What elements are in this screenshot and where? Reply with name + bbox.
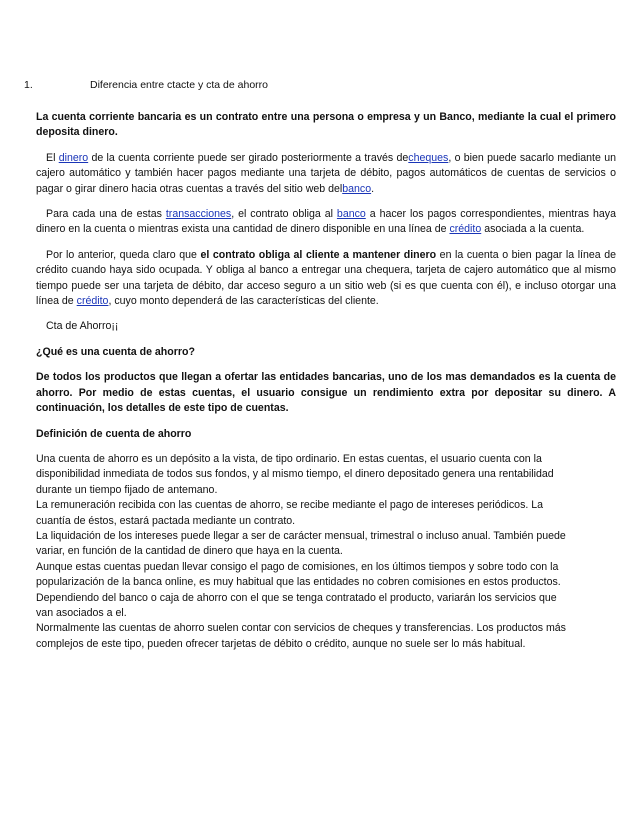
definition-body (36, 452, 616, 652)
bold-run: el contrato obliga al cliente a mantener dinero (200, 248, 437, 261)
link-credito-2[interactable]: crédito (76, 295, 109, 308)
link-banco[interactable]: banco (342, 182, 372, 195)
definition-line: Normalmente las cuentas de ahorro suelen contar con servicios de cheques y transferencias. Los productos más (36, 622, 566, 635)
paragraph-transacciones (36, 207, 616, 238)
definition-line: cuantía de éstos, estará pactada mediante un contrato. (36, 514, 296, 527)
text-run: El (46, 151, 59, 164)
link-transacciones[interactable]: transacciones (165, 208, 232, 221)
definition-line: Aunque estas cuentas puedan llevar consigo el pago de comisiones, en los últimos tiempos y sobre todo con la (36, 560, 559, 573)
question-body: De todos los productos que llegan a ofertar las entidades bancarias, uno de los mas demandados es la cuenta de ahorro. Por medio de estas cuentas, el usuario consigue un rendimiento extra por depositar su dinero. A continuación, los detalles de este tipo de cuentas. (36, 371, 616, 415)
intro-paragraph: La cuenta corriente bancaria es un contrato entre una persona o empresa y un Banco, mediante la cual el primero deposita dinero. (36, 111, 616, 139)
link-banco-2[interactable]: banco (336, 208, 366, 221)
text-run: a hacer los pagos correspondientes, mientras haya dinero en la cuenta o mientras exista una cantidad de dinero disponible en una línea de (36, 208, 616, 236)
link-cheques[interactable]: cheques (408, 151, 449, 164)
text-run: . (371, 182, 375, 195)
text-run: , el contrato obliga al (231, 208, 337, 221)
paragraph-dinero (36, 151, 616, 197)
definition-heading: Definición de cuenta de ahorro (36, 427, 192, 440)
paragraph-obligaciones (36, 248, 616, 310)
text-run: , cuyo monto dependerá de las características del cliente. (108, 295, 379, 308)
definition-line: La remuneración recibida con las cuentas de ahorro, se recibe mediante el pago de intereses periódicos. La (36, 499, 544, 512)
text-run: Para cada una de estas (46, 208, 166, 221)
question-heading: ¿Qué es una cuenta de ahorro? (36, 345, 195, 358)
text-run: de la cuenta corriente puede ser girado posteriormente a través de (88, 151, 409, 164)
definition-line: La liquidación de los intereses puede llegar a ser de carácter mensual, trimestral o incluso anual. También puede (36, 529, 566, 542)
text-run: Por lo anterior, queda claro que (46, 248, 201, 261)
link-dinero[interactable]: dinero (58, 151, 89, 164)
section-title: Diferencia entre ctacte y cta de ahorro (90, 79, 269, 91)
text-run: asociada a la cuenta. (481, 223, 585, 236)
link-credito[interactable]: crédito (449, 223, 482, 236)
text-run: , o bien puede sacarlo mediante un cajero automático y también hacer pagos mediante una tarjeta de débito, pagos automáticos de cuentas de servicios o pagar o girar dinero hacia otras cuentas a través del sitio web del (36, 151, 616, 195)
definition-line: Dependiendo del banco o caja de ahorro con el que se tenga contratado el producto, variarán los servicios que (36, 591, 557, 604)
document-body (36, 110, 616, 652)
definition-line: complejos de este tipo, pueden ofrecer tarjetas de débito o crédito, aunque no suele ser lo más habitual. (36, 637, 526, 650)
definition-line: popularización de la banca online, es muy habitual que las entidades no cobren comisiones en estos productos. (36, 576, 561, 589)
section-number: 1. (24, 79, 33, 91)
definition-line: disponibilidad inmediata de todos sus fondos, y al mismo tiempo, el dinero depositado genera una rentabilidad (36, 468, 554, 481)
definition-line: durante un tiempo fijado de antemano. (36, 483, 218, 496)
definition-line: variar, en función de la cantidad de dinero que haya en la cuenta. (36, 545, 343, 558)
definition-line: van asociados a el. (36, 606, 127, 619)
definition-line: Una cuenta de ahorro es un depósito a la vista, de tipo ordinario. En estas cuentas, el usuario cuenta con la (36, 452, 542, 465)
text-run: en la cuenta o bien pagar la línea de crédito cuando haya sido ocupada. Y obliga al banco a entregar una chequera, tarjeta de cajero automático que al mismo tiempo puede ser una tarjeta de débito, dar acceso seguro a un sitio web (si es que cuenta con él), e incluso otorgar una línea de (36, 248, 617, 308)
cta-ahorro-label: Cta de Ahorro¡¡ (46, 320, 119, 333)
